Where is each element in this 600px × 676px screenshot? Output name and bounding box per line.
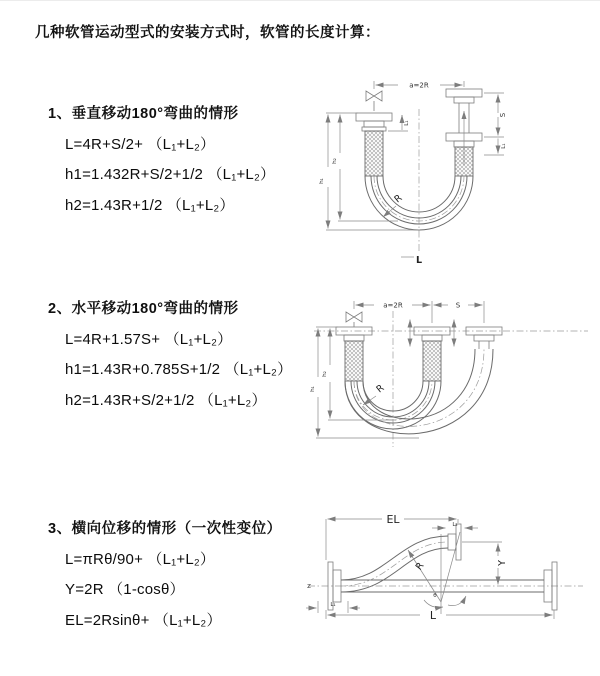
dimension-a2r — [374, 81, 464, 90]
dimension-l — [326, 609, 554, 622]
dimension-h1 — [310, 327, 419, 438]
dim-label-l1: L₁ — [404, 120, 410, 126]
hose-braid — [365, 131, 383, 176]
dimension-l1 — [306, 601, 360, 613]
dim-label-theta: θ — [433, 593, 437, 599]
section-1-heading: 1、垂直移动180°弯曲的情形 — [48, 106, 239, 122]
formula-line: EL=2Rsinθ+ （L₁+L₂） — [65, 611, 222, 629]
valve-icon — [346, 312, 362, 327]
section-1-text — [48, 102, 275, 215]
moving-end-flange-pos2 — [466, 327, 502, 349]
formula-line: h2=1.43R+1/2 （L₁+L₂） — [65, 196, 235, 214]
moving-end-flange-pos1 — [414, 327, 450, 381]
dimension-l2 — [432, 522, 478, 528]
angle-construction — [408, 532, 466, 614]
page-title: 几种软管运动型式的安装方式时，软管的长度计算： — [35, 25, 380, 41]
formula-line: L=πRθ/90+ （L₁+L₂） — [65, 550, 216, 568]
length-label — [401, 255, 422, 266]
dimension-s — [484, 93, 507, 137]
hose-braid — [423, 341, 441, 381]
dim-label-z: Z — [307, 584, 311, 590]
dim-label-a2r: a=2R — [409, 81, 429, 90]
dimension-l1-left — [388, 115, 410, 131]
dim-label-el: EL — [386, 513, 400, 526]
formula-line: Y=2R （1-cosθ） — [65, 581, 185, 598]
dim-label-s: S — [499, 112, 507, 118]
diagram-horizontal-180-bend — [306, 287, 596, 457]
formula-line: h1=1.432R+S/2+1/2 （L₁+L₂） — [65, 166, 276, 183]
dim-label-r: R — [392, 192, 405, 206]
dimension-y — [462, 542, 508, 585]
formula-line: h1=1.43R+0.785S+1/2 （L₁+L₂） — [65, 361, 293, 378]
section-2-text — [48, 297, 292, 410]
dim-label-l1: L₁ — [330, 602, 336, 608]
section-2-heading: 2、水平移动180°弯曲的情形 — [48, 301, 239, 317]
radius-label — [363, 382, 387, 405]
section-3-text — [48, 517, 282, 630]
hose-braid — [345, 341, 363, 381]
moving-end-flange — [446, 89, 482, 176]
dim-label-r: R — [374, 382, 387, 396]
hose-s-curve — [341, 536, 448, 592]
diagram-vertical-180-bend — [312, 69, 582, 269]
fixed-end-flange — [336, 327, 372, 381]
section-3-heading: 3、横向位移的情形（一次性变位） — [48, 521, 282, 537]
dim-label-l2: L₂ — [452, 522, 458, 528]
valve-icon — [366, 91, 382, 111]
dim-label-r: R — [413, 560, 427, 573]
dim-label-l1b: L₁ — [501, 143, 507, 149]
dimension-l1-right — [484, 139, 507, 156]
dim-label-a2r: a=2R — [383, 301, 403, 310]
dim-label-h2: h₂ — [332, 158, 338, 164]
formula-line: L=4R+1.57S+ （L₁+L₂） — [65, 330, 233, 348]
dim-label-y: Y — [497, 560, 508, 566]
dim-label-h1: h₁ — [310, 386, 316, 392]
dim-label-s: S — [455, 301, 461, 310]
dimension-s — [434, 302, 483, 310]
dim-label-l: L — [415, 255, 423, 266]
dim-label-h1: h₁ — [319, 178, 325, 184]
formula-line: L=4R+S/2+ （L₁+L₂） — [65, 135, 216, 153]
dim-label-l: L — [429, 609, 437, 622]
dim-label-h2: h₂ — [322, 371, 328, 377]
fixed-end-flange — [356, 113, 392, 176]
formula-line: h2=1.43R+S/2+1/2 （L₁+L₂） — [65, 391, 267, 409]
end-flange-displaced — [448, 524, 461, 560]
diagram-lateral-displacement — [298, 504, 598, 659]
dimension-a2r — [354, 301, 484, 323]
